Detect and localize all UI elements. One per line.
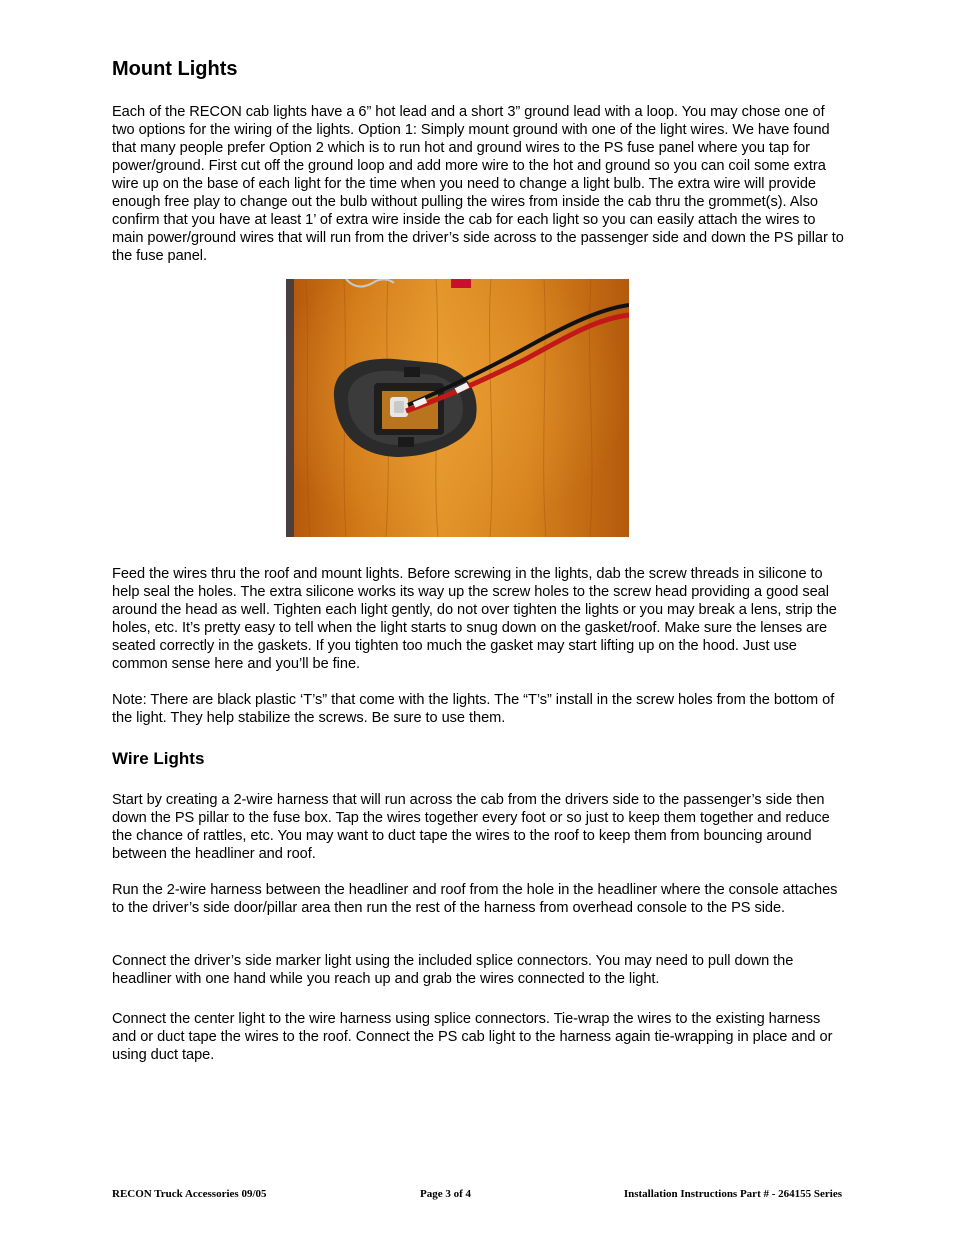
paragraph-note-plastic-ts: Note: There are black plastic ‘T’s” that come with the lights. The “T’s” install in the screw holes from the bottom of the light. They help stabilize the screws. Be sure to use them. [112,692,835,726]
paragraph-run-harness: Run the 2-wire harness between the headliner and roof from the hole in the headliner where the console attaches to the driver’s side door/pillar area then run the rest of the harness from overhead console to the PS side. [112,882,838,916]
paragraph-create-harness: Start by creating a 2-wire harness that will run across the cab from the drivers side to the passenger’s side then down the PS pillar to the fuse box. Tap the wires together every foot or so just to keep them together and reduce the chance of rattles, etc. You may want to duct tape the wires to the roof to keep them from bouncing around between the headliner and roof. [112,792,830,862]
section-heading-mount-lights: Mount Lights [112,58,238,80]
page-footer [112,1188,842,1202]
footer-part-number: Installation Instructions Part # - 264155 Series [623,1188,842,1200]
footer-page-number: Page 3 of 4 [420,1188,472,1200]
paragraph-cab-lights-wiring-options: Each of the RECON cab lights have a 6” hot lead and a short 3” ground lead with a loop. You may chose one of two options for the wiring of the lights. Option 1: Simply mount ground with one of the light wires. We have found that many people prefer Option 2 which is to run hot and ground wires to the PS fuse panel where you tap for power/ground. First cut off the ground loop and add more wire to the hot and ground so you can coil some extra wire up on the base of each light for the time when you need to change a light bulb. The extra wire will provide enough free play to change out the bulb without pulling the wires from inside the cab thru the grommet(s). Also confirm that you have at least 1’ of extra wire inside the cab for each light so you can easily attach the wires to main power/ground wires that will run from the driver’s side across to the passenger side and down the PS pillar to the fuse panel. [112,104,844,264]
paragraph-feed-wires-mount: Feed the wires thru the roof and mount lights. Before screwing in the lights, dab the screw threads in silicone to help seal the holes. The extra silicone works its way up the screw holes to the screw head providing a good seal around the head as well. Tighten each light gently, do not over tighten the lights or you may break a lens, strip the holes, etc. It’s pretty easy to tell when the light starts to snug down on the gasket/roof. Make sure the lenses are seated correctly in the gaskets. If you tighten too much the gasket may start lifting up on the hood. Just use common sense here and you’ll be fine. [112,566,837,672]
footer-company-date: RECON Truck Accessories 09/05 [112,1188,267,1200]
paragraph-driver-side-light: Connect the driver’s side marker light using the included splice connectors. You may need to pull down the headliner with one hand while you reach up and grab the wires connected to the light. [112,953,794,987]
section-heading-wire-lights: Wire Lights [112,749,205,768]
cab-light-photo [286,279,629,537]
paragraph-center-light: Connect the center light to the wire harness using splice connectors. Tie-wrap the wires to the existing harness and or duct tape the wires to the roof. Connect the PS cab light to the harness again tie-wrapping in place and or using duct tape. [112,1011,833,1063]
